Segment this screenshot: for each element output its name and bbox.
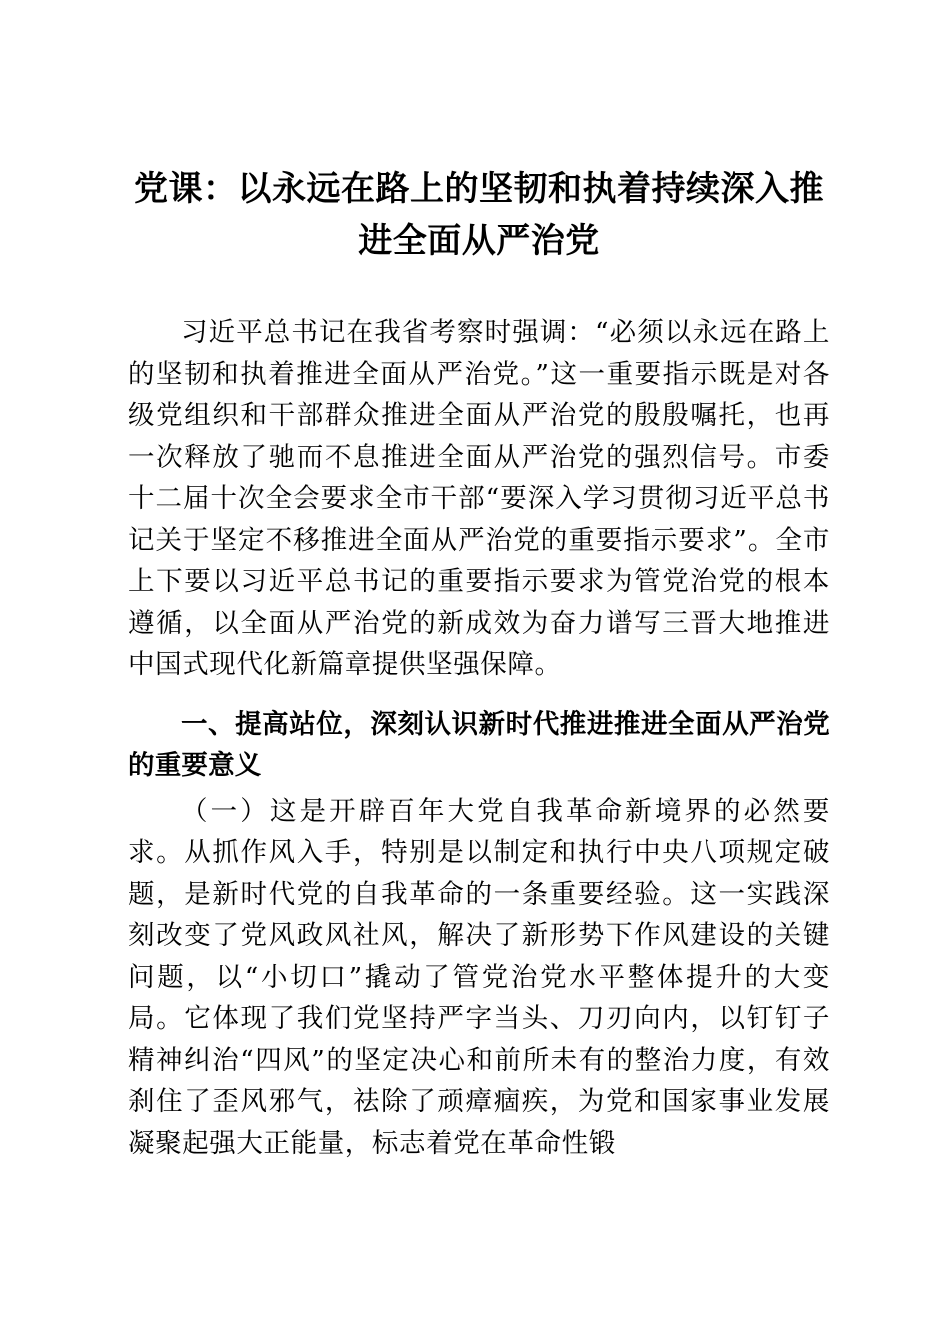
page-title: 党课：以永远在路上的坚韧和执着持续深入推进全面从严治党 — [134, 169, 824, 261]
section-heading-one: 一、提高站位，深刻认识新时代推进推进全面从严治党的重要意义 — [128, 708, 830, 781]
document-content-column — [128, 0, 830, 1164]
paragraph-subsection-one: （一）这是开辟百年大党自我革命新境界的必然要求。从抓作风入手，特别是以制定和执行中央八项规定破题，是新时代党的自我革命的一条重要经验。这一实践深刻改变了党风政风社风，解决了新形势下作风建设的关键问题，以“小切口”撬动了管党治党水平整体提升的大变局。它体现了我们党坚持严字当头、刀刃向内，以钉钉子精神纠治“四风”的坚定决心和前所未有的整治力度，有效刹住了歪风邪气，祛除了顽瘴痼疾，为党和国家事业发展凝聚起强大正能量，标志着党在革命性锻 — [128, 795, 830, 1159]
paragraph-introduction: 习近平总书记在我省考察时强调：“必须以永远在路上的坚韧和执着推进全面从严治党。”这一重要指示既是对各级党组织和干部群众推进全面从严治党的殷殷嘱托，也再一次释放了驰而不息推进全面从严治党的强烈信号。市委十二届十次全会要求全市干部“要深入学习贯彻习近平总书记关于坚定不移推进全面从严治党的重要指示要求”。全市上下要以习近平总书记的重要指示要求为管党治党的根本遵循，以全面从严治党的新成效为奋力谱写三晋大地推进中国式现代化新篇章提供坚强保障。 — [128, 317, 830, 680]
